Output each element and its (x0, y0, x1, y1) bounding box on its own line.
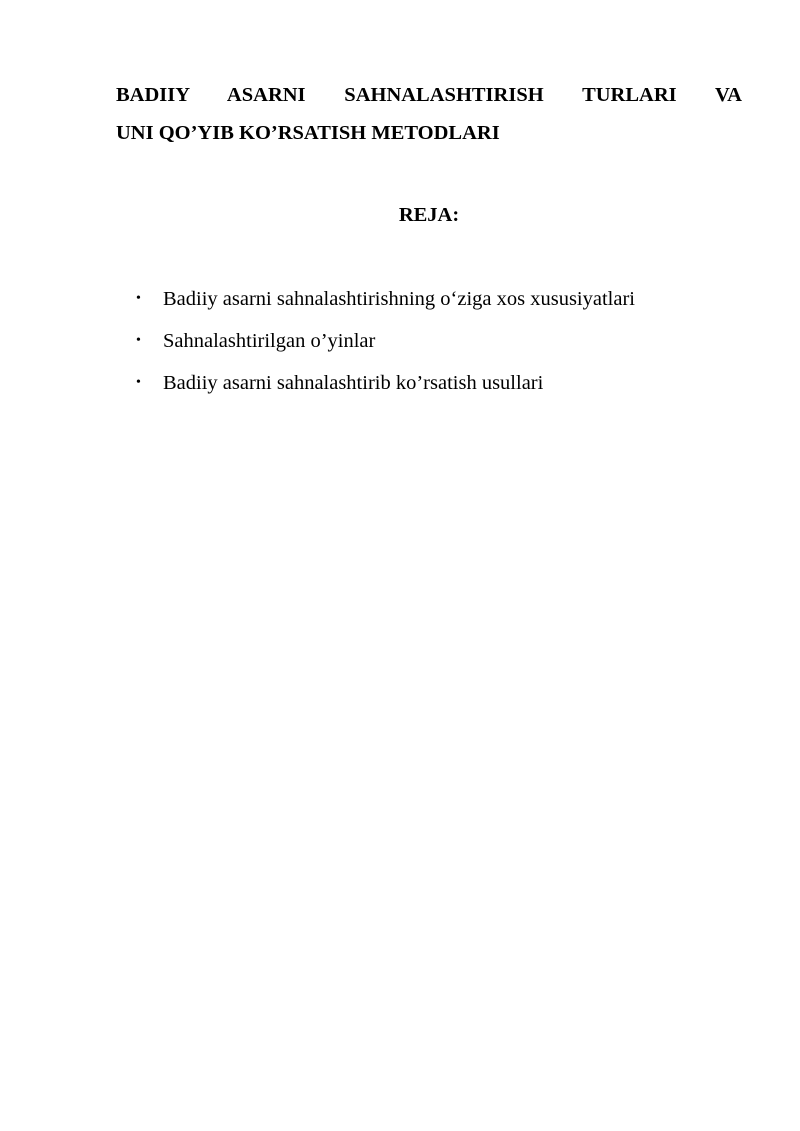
document-title-line-1: BADIIY ASARNI SAHNALASHTIRISH TURLARI VA (116, 84, 742, 106)
plan-heading: REJA: (398, 204, 460, 226)
plan-item-text: Badiiy asarni sahnalashtirib ko’rsatish usullari (163, 372, 544, 394)
document-title (116, 76, 742, 152)
plan-item-text: Sahnalashtirilgan o’yinlar (163, 330, 376, 352)
bullet-icon: • (136, 333, 141, 348)
bullet-icon: • (136, 375, 141, 390)
plan-item-text: Badiiy asarni sahnalashtirishning o‘ziga xos xususiyatlari (163, 288, 635, 310)
bullet-icon: • (136, 291, 141, 306)
document-title-line-2: UNI QO’YIB KO’RSATISH METODLARI (116, 122, 500, 144)
